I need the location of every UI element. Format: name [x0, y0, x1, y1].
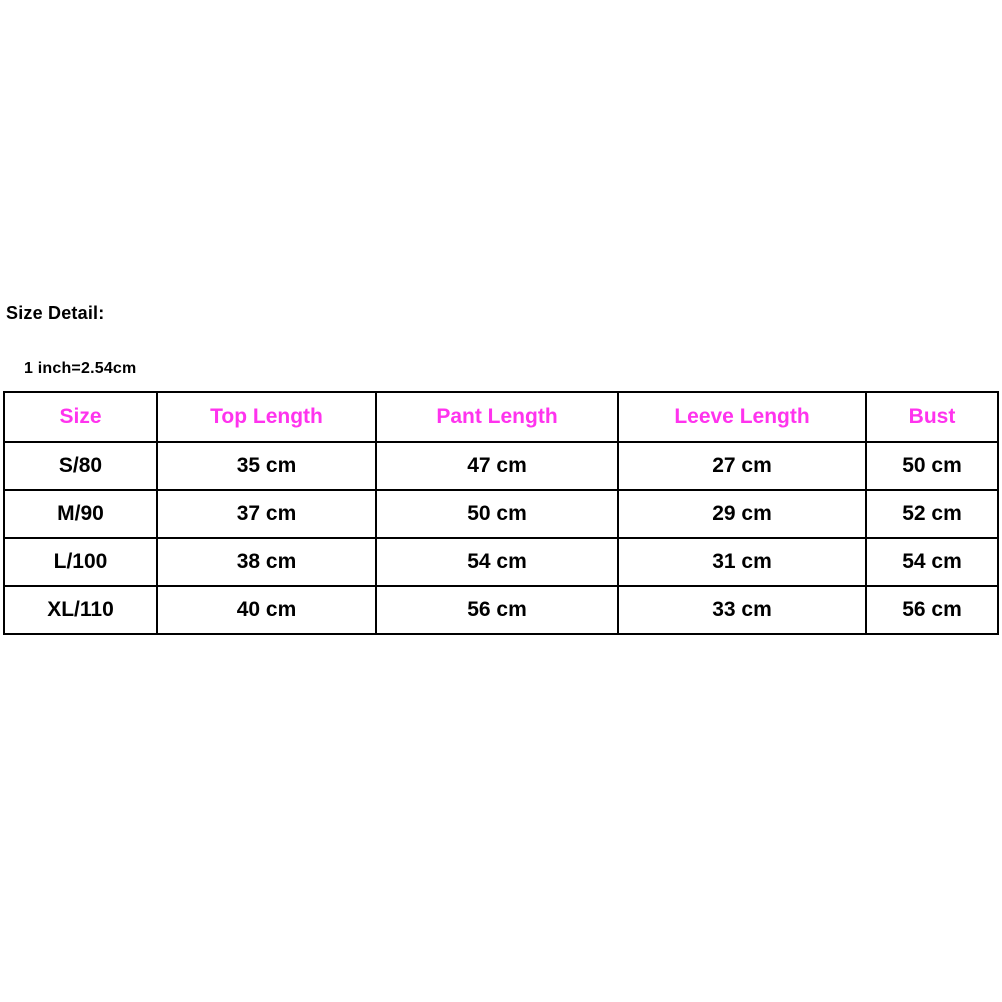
cell-leeve-length: 31 cm	[618, 538, 866, 586]
cell-bust: 50 cm	[866, 442, 998, 490]
unit-conversion-note: 1 inch=2.54cm	[24, 360, 137, 377]
column-header-size: Size	[4, 392, 157, 442]
size-detail-table	[3, 391, 999, 635]
table-row	[4, 538, 998, 586]
cell-bust: 52 cm	[866, 490, 998, 538]
cell-top-length: 38 cm	[157, 538, 376, 586]
cell-leeve-length: 33 cm	[618, 586, 866, 634]
table-row	[4, 586, 998, 634]
cell-pant-length: 54 cm	[376, 538, 618, 586]
cell-bust: 54 cm	[866, 538, 998, 586]
cell-size: XL/110	[4, 586, 157, 634]
cell-leeve-length: 27 cm	[618, 442, 866, 490]
cell-top-length: 35 cm	[157, 442, 376, 490]
column-header-top-length: Top Length	[157, 392, 376, 442]
cell-top-length: 37 cm	[157, 490, 376, 538]
cell-size: M/90	[4, 490, 157, 538]
table-row	[4, 442, 998, 490]
column-header-pant-length: Pant Length	[376, 392, 618, 442]
page-title: Size Detail:	[6, 303, 105, 323]
cell-top-length: 40 cm	[157, 586, 376, 634]
column-header-bust: Bust	[866, 392, 998, 442]
cell-pant-length: 50 cm	[376, 490, 618, 538]
table-header-row	[4, 392, 998, 442]
cell-pant-length: 47 cm	[376, 442, 618, 490]
cell-size: L/100	[4, 538, 157, 586]
cell-pant-length: 56 cm	[376, 586, 618, 634]
cell-leeve-length: 29 cm	[618, 490, 866, 538]
column-header-leeve-length: Leeve Length	[618, 392, 866, 442]
cell-size: S/80	[4, 442, 157, 490]
cell-bust: 56 cm	[866, 586, 998, 634]
table-row	[4, 490, 998, 538]
